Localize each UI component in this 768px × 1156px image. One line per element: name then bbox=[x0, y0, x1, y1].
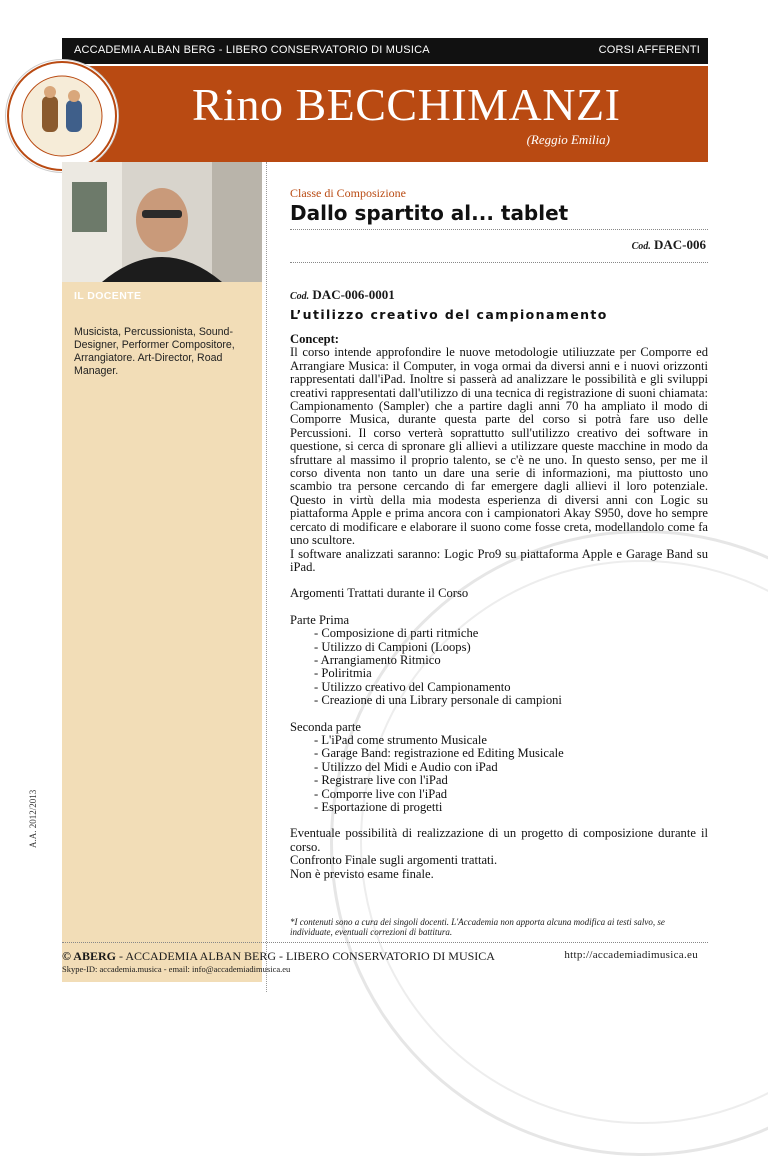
list-item: - Poliritmia bbox=[314, 667, 708, 680]
module-code bbox=[290, 287, 395, 303]
list-item: - Registrare live con l'iPad bbox=[314, 774, 708, 787]
part1-heading: Parte Prima bbox=[290, 612, 350, 627]
footer-copyright: © ABERG bbox=[62, 949, 116, 963]
code-label: Cod. bbox=[631, 241, 651, 252]
teacher-photo bbox=[62, 162, 262, 282]
course-code bbox=[632, 237, 706, 253]
course-class: Classe di Composizione bbox=[290, 186, 406, 200]
list-item: - Creazione di una Library personale di campioni bbox=[314, 694, 708, 707]
list-item: - Utilizzo del Midi e Audio con iPad bbox=[314, 761, 708, 774]
column-divider bbox=[266, 162, 267, 992]
teacher-name: Rino BECCHIMANZI bbox=[192, 79, 621, 130]
list-item: - Arrangiamento Ritmico bbox=[314, 654, 708, 667]
disclaimer-note: *I contenuti sono a cura dei singoli docenti. L'Accademia non apporta alcuna modifica ai testi salvo, se individuate, eventuali correzioni di battitura. bbox=[290, 917, 665, 937]
footer-divider bbox=[62, 942, 708, 943]
module-code-value: DAC-006-0001 bbox=[312, 287, 395, 302]
footer-contact: Skype-ID: accademia.musica - email: info@accademiadimusica.eu bbox=[62, 964, 291, 974]
part2-heading: Seconda parte bbox=[290, 719, 361, 734]
part1-list bbox=[290, 627, 708, 707]
teacher-bio: Musicista, Percussionista, Sound-Designer, Performer Compositore, Arrangiatore. Art-Director, Road Manager. bbox=[74, 326, 235, 377]
list-item: - Composizione di parti ritmiche bbox=[314, 627, 708, 640]
section-label: CORSI AFFERENTI bbox=[598, 44, 700, 56]
title-divider bbox=[290, 229, 708, 230]
closing-line: Non è previsto esame finale. bbox=[290, 866, 434, 881]
code-divider bbox=[290, 262, 708, 263]
software-text: I software analizzati saranno: Logic Pro9 su piattaforma Apple e Garage Band su iPad. bbox=[290, 546, 708, 574]
course-title: Dallo spartito al... tablet bbox=[290, 201, 569, 225]
footer-academy-name: - ACCADEMIA ALBAN BERG - LIBERO CONSERVATORIO DI MUSICA bbox=[115, 949, 495, 963]
module-title: L’utilizzo creativo del campionamento bbox=[290, 307, 608, 322]
part2-list bbox=[290, 734, 708, 814]
top-bar bbox=[62, 38, 708, 64]
teacher-city: (Reggio Emilia) bbox=[526, 132, 610, 147]
list-item: - Garage Band: registrazione ed Editing Musicale bbox=[314, 747, 708, 760]
course-code-value: DAC-006 bbox=[654, 237, 706, 252]
closing-line: Eventuale possibilità di realizzazione di un progetto di composizione durante il corso. bbox=[290, 826, 708, 854]
closing-line: Confronto Finale sugli argomenti trattati. bbox=[290, 853, 498, 868]
list-item: - Utilizzo di Campioni (Loops) bbox=[314, 641, 708, 654]
teacher-header bbox=[62, 66, 708, 162]
list-item: - Comporre live con l'iPad bbox=[314, 788, 708, 801]
sidebar-label: IL DOCENTE bbox=[74, 290, 142, 302]
topics-heading: Argomenti Trattati durante il Corso bbox=[290, 586, 469, 601]
list-item: - Utilizzo creativo del Campionamento bbox=[314, 681, 708, 694]
academy-name: ACCADEMIA ALBAN BERG - LIBERO CONSERVATORIO DI MUSICA bbox=[74, 44, 430, 56]
list-item: - Esportazione di progetti bbox=[314, 801, 708, 814]
concept-label: Concept: bbox=[290, 332, 339, 346]
list-item: - L'iPad come strumento Musicale bbox=[314, 734, 708, 747]
footer-academy bbox=[62, 949, 495, 964]
course-description bbox=[290, 333, 708, 881]
academy-seal-logo bbox=[6, 60, 118, 172]
academic-year: A.A. 2012/2013 bbox=[28, 789, 38, 848]
module-code-label: Cod. bbox=[290, 291, 310, 302]
teacher-sidebar bbox=[62, 282, 262, 982]
website-link[interactable]: http://accademiadimusica.eu bbox=[564, 949, 698, 961]
concept-text: Il corso intende approfondire le nuove metodologie utiliuzzate per Comporre ed Arrangiare Musica: il Computer, in voga ormai da diversi anni e i nuovi orizzonti rappresentati dall'iPad. Inoltre si passerà ad analizzare le possibilità e gli sviluppi creativi rappresentati dall'utilizzo di una tecnica di registrazione di suoni chiamata: Campionamento (Sampler) che a partire dagli anni 70 ha ampliato il modo di Comporre Musica, durante questa parte del corso si potrà fare uso delle Percussioni. Il corso verterà soprattutto sull'utilizzo creativo dei software in questione, si cerca di spronare gli allievi a utilizzare queste macchine in modo da sfruttare al massimo il proprio talento, se c'è ne uno. In questo senso, per me il corso diventa non tanto un dare una serie di informazioni, ma piuttosto uno scambio tra persone cercando di far emergere dagli allievi il loro potenziale. Questo in virtù della mia modesta esperienza di diversi anni con Logic su piattaforma Apple e prima ancora con i campionatori Akay S950, dove ho sempre cercato di modificare e elaborare il suono come fosse creta, modellandolo come fa uno scultore. bbox=[290, 345, 708, 548]
